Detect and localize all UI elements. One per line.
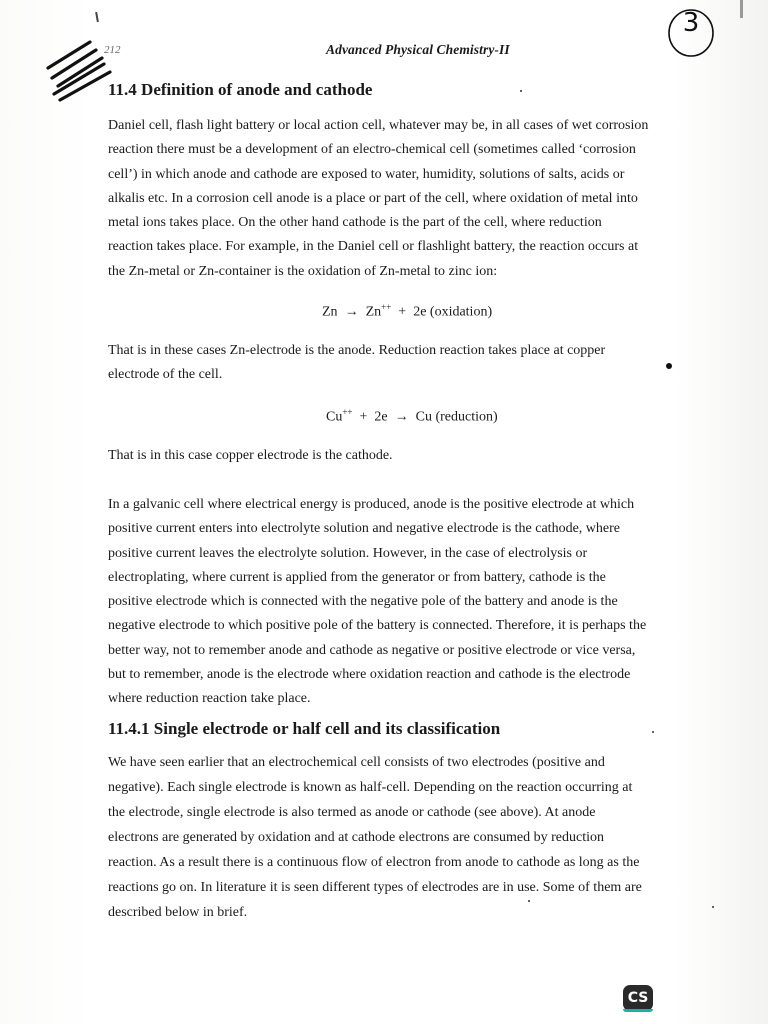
- text-line: cell’) in which anode and cathode are exposed to water, humidity, solutions of salts, acids or: [108, 166, 625, 182]
- text-line: positive electrode which is connected with the negative pole of the battery and anode is the: [108, 594, 618, 610]
- ink-speck: [520, 90, 522, 92]
- text-line: reaction takes place. For example, in the Daniel cell or flashlight battery, the reaction occurs at: [108, 239, 639, 255]
- camscanner-logo: CS: [623, 985, 653, 1011]
- text-line: where reduction reaction take place.: [108, 691, 311, 707]
- text-line: reactions go on. In literature it is seen different types of electrodes are in use. Some of them are: [108, 880, 642, 895]
- text-line: Daniel cell, flash light battery or local action cell, whatever may be, in all cases of wet corrosion: [108, 118, 649, 133]
- oxidation-equation: Zn → Zn++ + 2e (oxidation): [322, 302, 493, 320]
- running-head: Advanced Physical Chemistry-II: [326, 42, 510, 57]
- text-line: We have seen earlier that an electrochemical cell consists of two electrodes (positive and: [108, 755, 605, 770]
- text-line: negative electrode to which positive pole of the battery is connected. Therefore, it is perhaps the: [108, 618, 647, 634]
- paragraph-cathode: [108, 444, 740, 468]
- text-line: the electrode, single electrode is also termed as anode or cathode (see above). At anode: [108, 805, 596, 820]
- ink-dot: [666, 363, 672, 369]
- text-line: described below in brief.: [108, 905, 248, 920]
- paragraph-anode: [108, 339, 740, 387]
- paragraph-half-cell: [108, 750, 740, 925]
- text-line: reaction. As a result there is a continuous flow of electron from anode to cathode as long as the: [108, 855, 640, 870]
- text-line: positive current enters into electrolyte solution and negative electrode is the cathode, where: [108, 521, 620, 537]
- text-line: alkalis etc. In a corrosion cell anode is a place or part of the cell, where oxidation of metal into: [108, 190, 638, 206]
- ink-speck: [712, 906, 714, 908]
- edge-mark: [740, 0, 743, 18]
- section-title: 11.4 Definition of anode and cathode: [108, 80, 373, 99]
- text-line: That is in these cases Zn-electrode is the anode. Reduction reaction takes place at copper: [108, 343, 606, 358]
- text-line: In a galvanic cell where electrical energy is produced, anode is the positive electrode at which: [108, 497, 635, 512]
- text-line: electrode of the cell.: [108, 367, 223, 382]
- camscanner-logo-accent: [623, 1009, 653, 1012]
- pen-tick-mark: [95, 12, 99, 22]
- text-line: negative). Each single electrode is known as half-cell. Depending on the reaction occurring at: [108, 780, 633, 795]
- subsection-title: 11.4.1 Single electrode or half cell and its classification: [108, 719, 501, 738]
- text-line: electroplating, where current is applied from the generator or from battery, cathode is the: [108, 569, 606, 585]
- paragraph-galvanic: [108, 493, 740, 712]
- text-line: electrons are generated by oxidation and at cathode electrons are consumed by reduction: [108, 830, 605, 845]
- text-line: reaction there must be a development of an electro-chemical cell (sometimes called ‘corrosion: [108, 142, 636, 158]
- text-line: positive current leaves the electrolyte solution. However, in the case of electrolysis or: [108, 545, 588, 561]
- text-line: That is in this case copper electrode is the cathode.: [108, 448, 393, 463]
- text-line: metal ions takes place. On the other hand cathode is the part of the cell, where reduction: [108, 215, 602, 231]
- paragraph-intro: [108, 114, 740, 284]
- text-line: the Zn-metal or Zn-container is the oxidation of Zn-metal to zinc ion:: [108, 263, 498, 279]
- page-number: 212: [104, 44, 121, 56]
- text-line: better way, not to remember anode and cathode as negative or positive electrode or vice versa,: [108, 642, 636, 658]
- handwritten-page-mark: 3: [682, 8, 700, 38]
- ink-speck: [528, 900, 530, 902]
- reduction-equation: Cu++ + 2e → Cu (reduction): [326, 407, 498, 425]
- ink-speck: [652, 731, 654, 733]
- text-line: but to remember, anode is the electrode where oxidation reaction and cathode is the electrode: [108, 667, 631, 683]
